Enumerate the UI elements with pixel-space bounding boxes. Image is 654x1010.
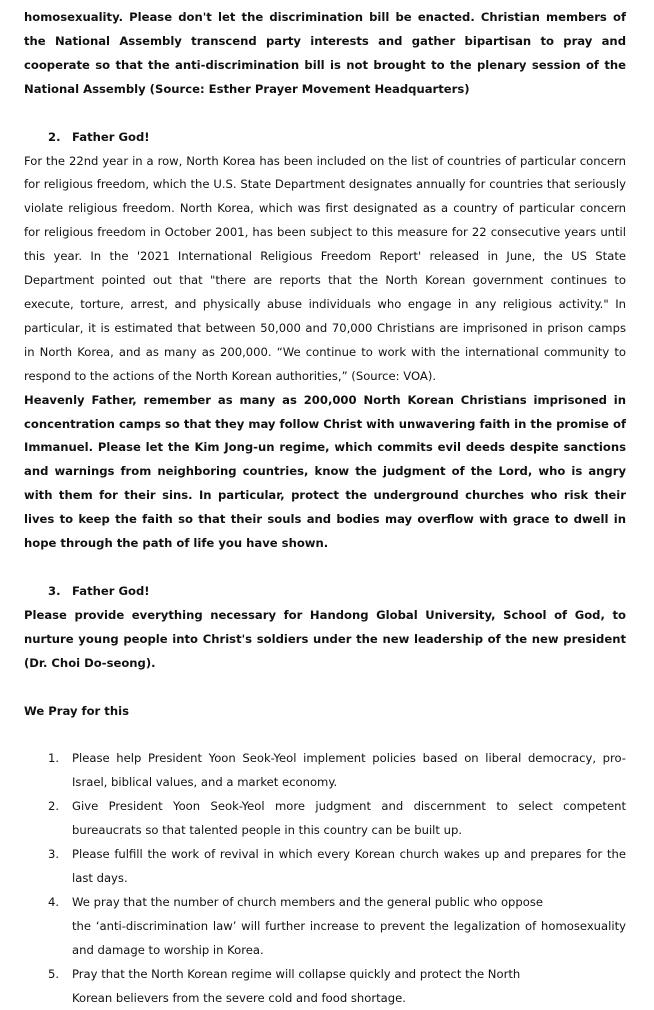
list-item-number: 4. <box>48 894 60 909</box>
spacer <box>24 723 626 747</box>
list-item-number: 1. <box>48 751 60 766</box>
spacer <box>24 556 626 580</box>
spacer <box>24 676 626 700</box>
list-item-text <box>72 891 626 963</box>
list-item-text: Please help President Yoon Seok-Yeol implement policies based on liberal democracy, pro-Israel, biblical values, and a market economy. <box>72 751 626 790</box>
prayer-list <box>24 747 626 1010</box>
section-2-prayer: Heavenly Father, remember as many as 200,000 North Korean Christians imprisoned in concentration camps so that they may follow Christ with unwavering faith in the promise of Immanuel. Please let the Kim Jong-un regime, which commits evil deeds despite sanctions and warnings from neighboring countries, know the judgment of the Lord, who is angry with them for their sins. In particular, protect the underground churches who risk their lives to keep the faith so that their souls and bodies may overflow with grace to dwell in hope through the path of life you have shown. <box>24 392 626 551</box>
list-item-text <box>72 963 626 1010</box>
section-3-prayer: Please provide everything necessary for Handong Global University, School of God, to nurture young people into Christ's soldiers under the new leadership of the new president (Dr. Choi Do-seong). <box>24 607 626 670</box>
list-item <box>24 963 626 1010</box>
section-2-number: 2. <box>48 129 61 144</box>
list-item <box>24 747 626 795</box>
we-pray-title: We Pray for this <box>24 703 129 718</box>
section-3-number: 3. <box>48 583 61 598</box>
section-3-title: Father God! <box>72 583 150 598</box>
list-item-text: Please fulfill the work of revival in which every Korean church wakes up and prepares for the last days. <box>72 847 626 885</box>
section-3-heading <box>24 580 626 604</box>
list-item <box>24 843 626 891</box>
section-2-body: For the 22nd year in a row, North Korea has been included on the list of countries of particular concern for religious freedom, which the U.S. State Department designates annually for countries that seriously violate religious freedom. North Korea, which was first designated as a country of particular concern for religious freedom in October 2001, has been subject to this measure for 22 consecutive years until this year. In the '2021 International Religious Freedom Report' released in June, the US State Department pointed out that "there are reports that the North Korean government continues to execute, torture, arrest, and physically abuse individuals who engage in any religious activity." In particular, it is estimated that between 50,000 and 70,000 Christians are imprisoned in prison camps in North Korea, and as many as 200,000. “We continue to work with the international community to respond to the actions of the North Korean authorities,” (Source: VOA). <box>24 153 626 383</box>
list-item-line-2: the ‘anti-discrimination law’ will further increase to prevent the legalization of homosexuality and damage to worship in Korea. <box>72 918 626 957</box>
list-item-line-2: Korean believers from the severe cold and food shortage. <box>72 990 406 1005</box>
section-2-heading <box>24 126 626 150</box>
list-item-line-1: We pray that the number of church members and the general public who oppose <box>72 894 544 909</box>
list-item-number: 3. <box>48 847 60 862</box>
list-item-number: 2. <box>48 799 60 814</box>
intro-paragraph: homosexuality. Please don't let the discrimination bill be enacted. Christian members of the National Assembly transcend party interests and gather bipartisan to pray and cooperate so that the anti-discrimination bill is not brought to the plenary session of the National Assembly (Source: Esther Prayer Movement Headquarters) <box>24 10 626 96</box>
list-item-number: 5. <box>48 966 60 981</box>
section-2-title: Father God! <box>72 129 150 144</box>
list-item <box>24 795 626 843</box>
list-item-line-1: Pray that the North Korean regime will collapse quickly and protect the North <box>72 966 521 981</box>
list-item <box>24 891 626 963</box>
spacer <box>24 102 626 126</box>
list-item-text: Give President Yoon Seok-Yeol more judgment and discernment to select competent bureaucrats so that talented people in this country can be built up. <box>72 799 626 838</box>
